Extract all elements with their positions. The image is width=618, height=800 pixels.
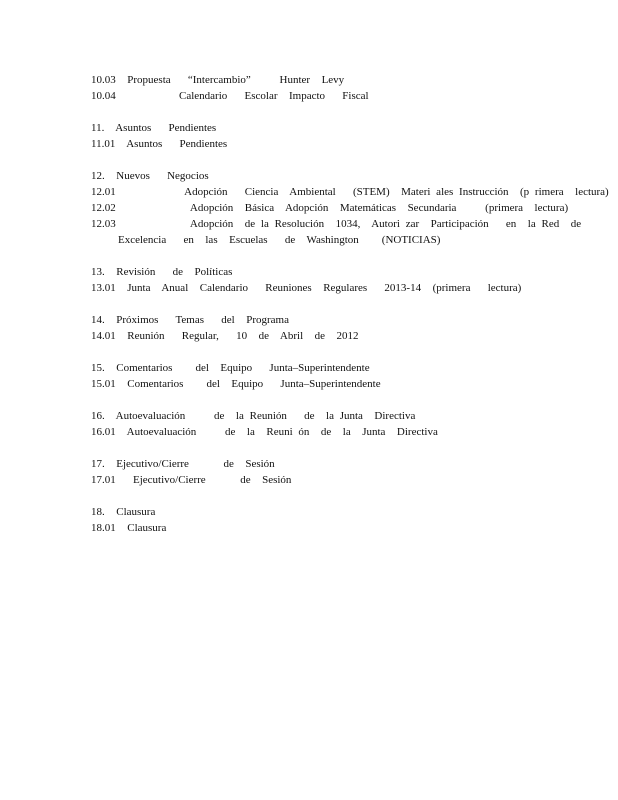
agenda-section: [91, 456, 571, 488]
section-heading: 13. Revisión de Políticas: [91, 266, 233, 278]
section-gap: [91, 104, 571, 120]
agenda-section: [91, 72, 571, 104]
agenda-item: 14.01 Reunión Regular, 10 de Abril de 2012: [91, 330, 359, 342]
agenda-item: 16.01 Autoevaluación de la Reuni ón de la Junta Directiva: [91, 426, 438, 438]
section-gap: [91, 392, 571, 408]
agenda-item: 12.03 Adopción de la Resolución 1034, Autori zar Participación en la Red de: [91, 218, 582, 230]
agenda-list: [91, 72, 609, 536]
agenda-item: 13.01 Junta Anual Calendario Reuniones Regulares 2013-14 (primera lectura): [91, 282, 522, 294]
agenda-item: 15.01 Comentarios del Equipo Junta–Superintendente: [91, 378, 381, 390]
section-heading: 11. Asuntos Pendientes: [91, 122, 217, 134]
section-gap: [91, 440, 571, 456]
agenda-section: [91, 168, 609, 248]
agenda-section: [91, 312, 571, 344]
agenda-item: 18.01 Clausura: [91, 522, 167, 534]
section-heading: 15. Comentarios del Equipo Junta–Superintendente: [91, 362, 370, 374]
agenda-section: [91, 264, 571, 296]
section-heading: 14. Próximos Temas del Programa: [91, 314, 289, 326]
section-gap: [91, 248, 571, 264]
agenda-section: [91, 408, 571, 440]
agenda-item: 10.04 Calendario Escolar Impacto Fiscal: [91, 90, 369, 102]
section-gap: [91, 344, 571, 360]
agenda-section: [91, 504, 571, 536]
agenda-item: 11.01 Asuntos Pendientes: [91, 138, 228, 150]
agenda-item: 12.02 Adopción Básica Adopción Matemáticas Secundaria (primera lectura): [91, 202, 569, 214]
agenda-item: Excelencia en las Escuelas de Washington (NOTICIAS): [118, 234, 441, 246]
section-gap: [91, 488, 571, 504]
section-heading: 10.03 Propuesta “Intercambio” Hunter Levy: [91, 74, 345, 86]
agenda-section: [91, 360, 571, 392]
section-heading: 18. Clausura: [91, 506, 156, 518]
section-heading: 17. Ejecutivo/Cierre de Sesión: [91, 458, 275, 470]
agenda-section: [91, 120, 571, 152]
agenda-item: 17.01 Ejecutivo/Cierre de Sesión: [91, 474, 292, 486]
section-heading: 16. Autoevaluación de la Reunión de la Junta Directiva: [91, 410, 416, 422]
section-gap: [91, 152, 571, 168]
agenda-item: 12.01 Adopción Ciencia Ambiental (STEM) Materi ales Instrucción (p rimera lectura): [91, 186, 609, 198]
section-gap: [91, 296, 571, 312]
section-heading: 12. Nuevos Negocios: [91, 170, 209, 182]
